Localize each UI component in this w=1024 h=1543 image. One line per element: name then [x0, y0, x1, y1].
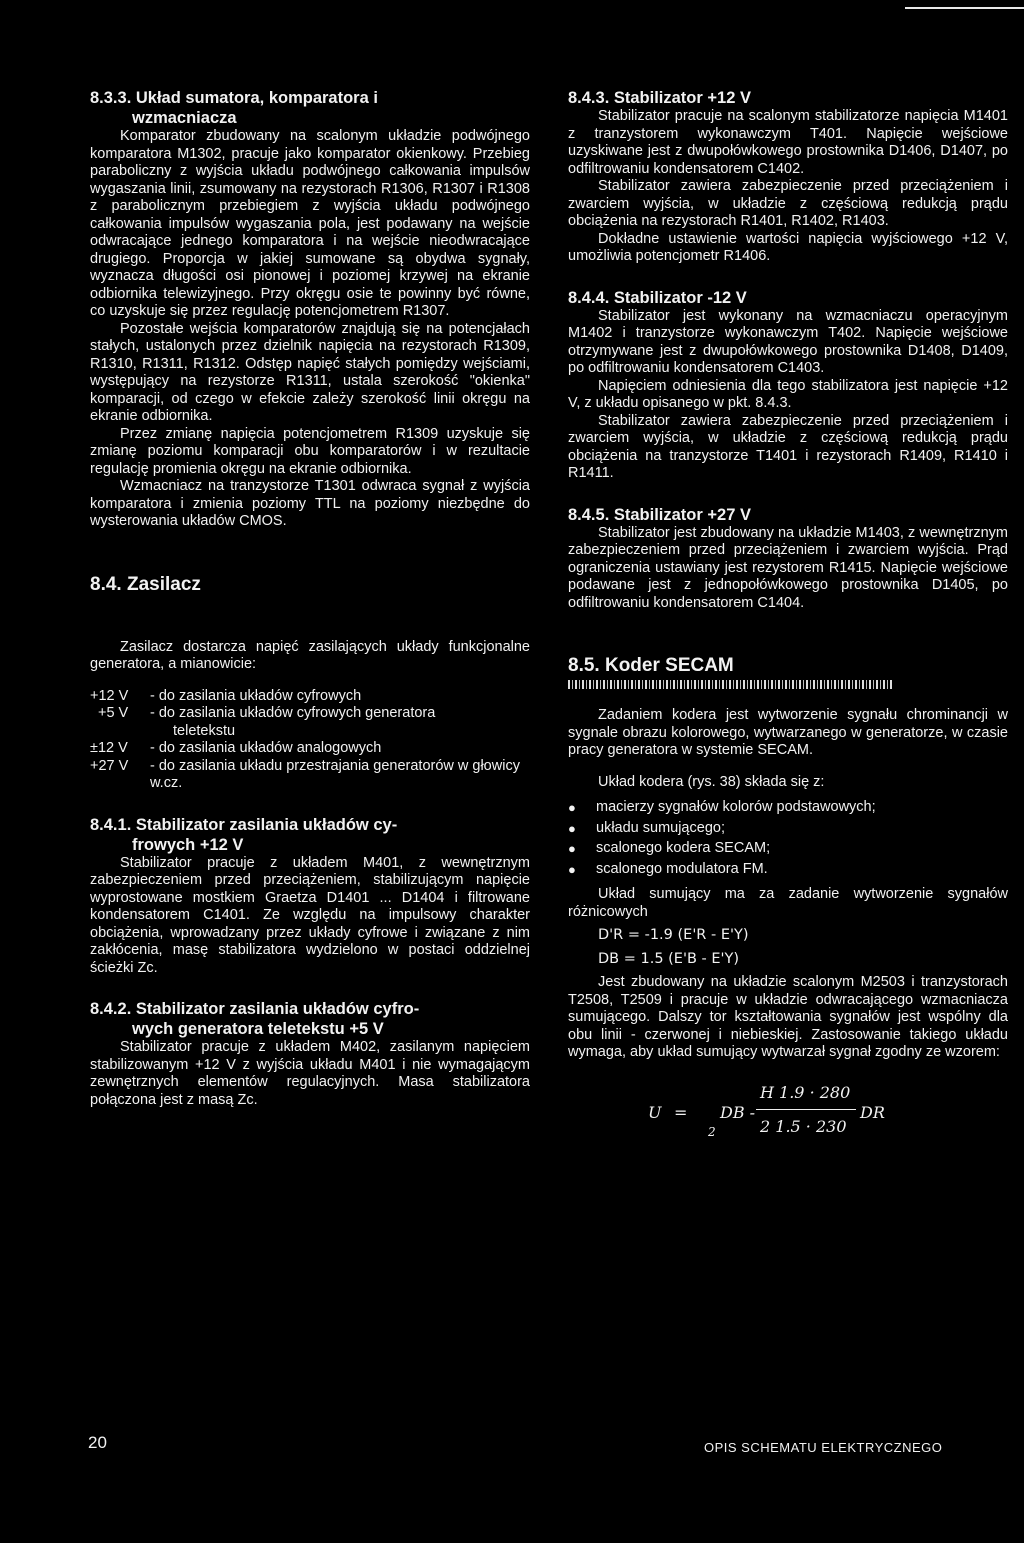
- supply-item: ±12 V - do zasilania układów analogowych: [90, 740, 382, 756]
- paragraph: Układ sumujący ma za zadanie wytworzenie sygnałów różnicowych: [568, 886, 1008, 920]
- list-item: ● macierzy sygnałów kolorów podstawowych;: [568, 799, 1008, 817]
- list-item: ● scalonego modulatora FM.: [568, 861, 1008, 879]
- fraction-bar: [756, 1109, 856, 1111]
- paragraph: Stabilizator jest zbudowany na układzie M1403, z wewnętrznym zabezpieczeniem przed przeciążeniem i zwarciem wyjścia. Prąd ograniczenia ustawiany jest rezystorem R1415. Napięcie wejściowe podawane jest z jednopołówkowego prostownika D1405, po odfiltrowaniu kondensatorem C1404.: [568, 524, 1008, 611]
- heading-8-3-3: 8.3.3. Układ sumatora, komparatora i: [90, 89, 378, 107]
- formula-dr-term: DR: [860, 1102, 885, 1122]
- heading-8-4-3: 8.4.3. Stabilizator +12 V: [568, 89, 751, 107]
- heading-8-4-2: 8.4.2. Stabilizator zasilania układów cyfro-: [90, 1000, 420, 1018]
- formula-db-term: DB -: [720, 1102, 756, 1122]
- paragraph: Stabilizator jest wykonany na wzmacniaczu operacyjnym M1402 i tranzystorze wykonawczym T402. Napięcie wejściowe otrzymywane jest z dwupołówkowego prostownika D1408, D1409, po odfiltrowaniu kondensatorem C1403.: [568, 307, 1008, 376]
- paragraph: Zadaniem kodera jest wytworzenie sygnału chrominancji w sygnale obrazu kolorowego, wytwarzanego w generatorze, w czasie pracy generatora w systemie SECAM.: [568, 707, 1008, 758]
- paragraph: Stabilizator pracuje z układem M401, z wewnętrznym zabezpieczeniem przed przeciążeniem, stabilizującym napięcie wyprostowane mostkiem Graetza D1401 ... D1404 i filtrowane kondensatorem C1401. Ze względu na impulsowy charakter obciążenia, wprowadzany przez układy cyfrowe i związane z nim zakłócenia, masę stabilizatora wydzielono w postaci oddzielnej ścieżki Zc.: [90, 854, 530, 976]
- bullet-list: [568, 799, 1008, 878]
- supply-item: +5 V - do zasilania układów cyfrowych generatora: [98, 705, 436, 721]
- heading-8-4-4: 8.4.4. Stabilizator -12 V: [568, 288, 747, 307]
- formula-equals: =: [674, 1102, 688, 1122]
- scan-noise-band: [568, 680, 893, 689]
- supply-list: [90, 688, 530, 793]
- paragraph: Stabilizator pracuje na scalonym stabilizatorze napięcia M1401 z tranzystorem wykonawczym T401. Napięcie wejściowe uzyskiwane jest z dwupołówkowego prostownika D1406, D1407, po odfiltrowaniu kondensatorem C1402.: [568, 108, 1008, 177]
- paragraph: Jest zbudowany na układzie scalonym M2503 i tranzystorach T2508, T2509 i pracuje w układzie odwracającego wzmacniacza sumującego. Dalszy tor kształtowania sygnałów jest wspólny dla obu linii - czerwonej i niebieskiej. Zastosowanie takiego układu wymaga, aby układ sumujący wytwarzał sygnał zgodny ze wzorem:: [568, 974, 1008, 1060]
- right-column: [568, 88, 1008, 1148]
- heading-8-5: 8.5. Koder SECAM: [568, 655, 734, 676]
- equation-dr: D'R = -1.9 (E'R - E'Y): [598, 927, 749, 943]
- heading-8-3-3-cont: wzmacniacza: [132, 109, 237, 127]
- top-rule: [905, 7, 1024, 9]
- list-item: ● układu sumującego;: [568, 820, 1008, 838]
- heading-8-4-5: 8.4.5. Stabilizator +27 V: [568, 505, 751, 524]
- paragraph: Stabilizator zawiera zabezpieczenie przed przeciążeniem i zwarciem wyjścia, w układzie z częściową redukcją prądu obciążenia na tranzystorze T1401 i rezystorach R1409, R1410 i R1411.: [568, 412, 1008, 481]
- paragraph: Stabilizator pracuje z układem M402, zasilanym napięciem stabilizowanym +12 V z wyjścia układu M401 i nie wymagającym zewnętrznych elementów regulacyjnych. Masa stabilizatora połączona jest z masą Zc.: [90, 1039, 530, 1108]
- heading-8-4-1: 8.4.1. Stabilizator zasilania układów cy-: [90, 815, 398, 834]
- paragraph: Stabilizator zawiera zabezpieczenie przed przeciążeniem i zwarciem wyjścia, w układzie z częściową redukcją prądu obciążenia na rezystorach R1401, R1402, R1403.: [568, 178, 1008, 229]
- supply-item: +27 V - do zasilania układu przestrajania generatorów w głowicy w.cz.: [90, 757, 520, 791]
- heading-8-4-1-cont: frowych +12 V: [132, 835, 244, 854]
- paragraph: Zasilacz dostarcza napięć zasilających układy funkcjonalne generatora, a mianowicie:: [90, 638, 530, 672]
- formula-denominator: 2 1.5 · 230: [760, 1116, 847, 1136]
- paragraph: Wzmacniacz na tranzystorze T1301 odwraca sygnał z wyjścia komparatora i zmienia poziomy TTL na poziomy niezbędne do wysterowania układów CMOS.: [90, 478, 530, 529]
- supply-item: +12 V - do zasilania układów cyfrowych: [90, 687, 362, 704]
- supply-item-cont: teletekstu: [173, 722, 236, 739]
- running-footer-title: OPIS SCHEMATU ELEKTRYCZNEGO: [704, 1440, 943, 1455]
- paragraph: Przez zmianę napięcia potencjometrem R1309 uzyskuje się zmianę poziomu komparacji obu komparatorów i w rezultacie regulację promienia okręgu na ekranie odbiornika.: [90, 425, 530, 477]
- paragraph: Komparator zbudowany na scalonym układzie podwójnego komparatora M1302, pracuje jako komparator okienkowy. Przebieg paraboliczny z wyjścia układu podwójnego całkowania impulsów wygaszania linii, zsumowany na rezystorach R1306, R1307 i R1308 z parabolicznym przebiegiem z wyjścia układu podwójnego całkowania impulsów wygaszania pola, jest podawany na wejście odwracające jednego komparatora i na wejście nieodwracające drugiego. Proporcja w jakiej sumowane są obydwa sygnały, wyznacza długości osi pionowej i poziomej krzywej na ekranie odbiornika telewizyjnego. Przy okręgu osie te powinny być równe, co uzyskuje się przez regulację potencjometrem R1307.: [90, 128, 530, 319]
- paragraph: Pozostałe wejścia komparatorów znajdują się na potencjałach stałych, ustalonych przez dzielnik napięcia na rezystorach R1309, R1310, R1311, R1312. Odstęp napięć stałych pomiędzy wejściami, występujący na rezystorze R1311, ustala szerokość "okienka" komparacji, od czego w efekcie zależy szerokość linii okręgu na ekranie odbiornika.: [90, 320, 530, 424]
- left-column: [90, 88, 530, 1109]
- formula-numerator: H 1.9 · 280: [760, 1082, 851, 1102]
- formula-denominator-left: 2: [708, 1124, 716, 1139]
- formula-lhs: U: [648, 1102, 662, 1122]
- paragraph: Dokładne ustawienie wartości napięcia wyjściowego +12 V, umożliwia potencjometr R1406.: [568, 230, 1008, 264]
- formula-u: [648, 1084, 1008, 1148]
- list-item: ● scalonego kodera SECAM;: [568, 840, 1008, 858]
- heading-8-4-2-cont: wych generatora teletekstu +5 V: [132, 1020, 384, 1038]
- equation-db: DB = 1.5 (E'B - E'Y): [598, 950, 740, 967]
- paragraph: Układ kodera (rys. 38) składa się z:: [598, 773, 825, 790]
- paragraph: Napięciem odniesienia dla tego stabilizatora jest napięcie +12 V, z układu opisanego w pkt. 8.4.3.: [568, 377, 1008, 411]
- heading-8-4: 8.4. Zasilacz: [90, 573, 201, 595]
- page-number: 20: [88, 1433, 107, 1452]
